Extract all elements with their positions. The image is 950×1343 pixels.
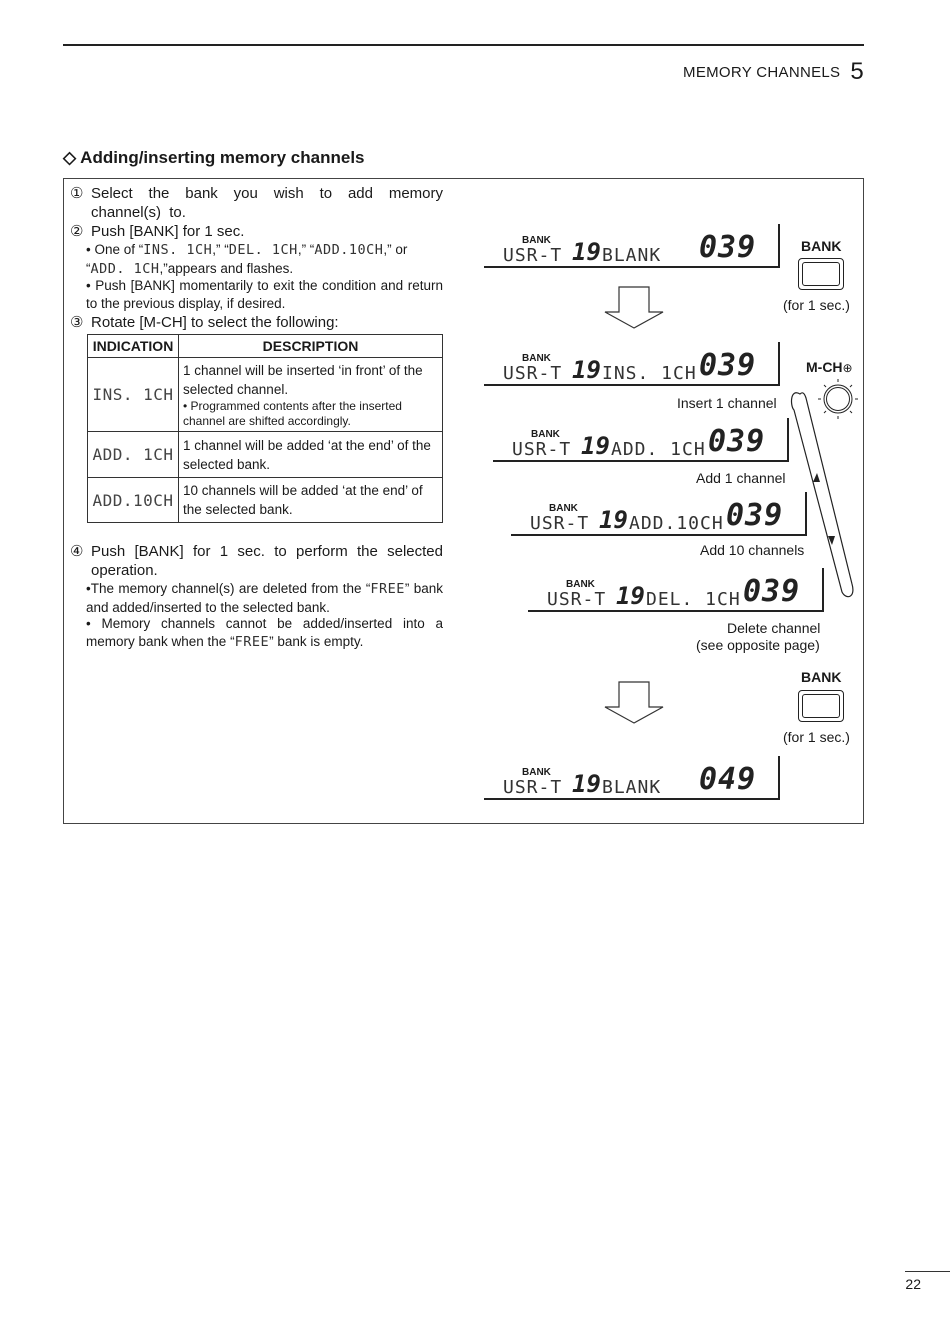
- indication-table: [87, 334, 443, 523]
- bank-button-inner: [802, 694, 840, 718]
- display-user: USR-T: [503, 363, 563, 384]
- display-caption-note: (see opposite page): [696, 637, 820, 653]
- header-section: MEMORY CHANNELS: [683, 64, 841, 81]
- text-span: ,” or “: [86, 242, 408, 276]
- table-row: [88, 358, 443, 432]
- step-2-marker: ②: [70, 223, 84, 240]
- lcd-display: [484, 342, 780, 386]
- display-baseline: [528, 610, 824, 612]
- lcd-display: [484, 756, 780, 800]
- display-edge: [778, 342, 780, 386]
- step-2-bullet-1: [86, 241, 444, 278]
- lcd-code: INS. 1CH: [143, 242, 213, 258]
- display-baseline: [484, 266, 780, 268]
- lcd-display: [484, 224, 780, 268]
- step-2-text: Push [BANK] for 1 sec.: [91, 223, 245, 240]
- step-4-marker: ④: [70, 543, 84, 560]
- lcd-display: [528, 568, 824, 612]
- table-header-description: DESCRIPTION: [179, 335, 443, 358]
- display-mode: ADD. 1CH: [611, 439, 706, 460]
- bank-indicator: BANK: [522, 767, 551, 778]
- display-caption: Insert 1 channel: [677, 395, 777, 411]
- display-mode: BLANK: [602, 777, 662, 798]
- mch-label: [806, 359, 853, 375]
- bank-button-label: BANK: [801, 238, 842, 254]
- header-rule: [63, 44, 864, 46]
- text-span: •The memory channel(s) are deleted from the “: [86, 581, 371, 596]
- display-bank-number: 19: [572, 238, 601, 266]
- bank-indicator: BANK: [522, 353, 551, 364]
- rotation-loop-icon: [786, 386, 856, 602]
- display-bank-number: 19: [572, 356, 601, 384]
- lcd-display: [511, 492, 807, 536]
- display-user: USR-T: [512, 439, 572, 460]
- table-header-indication: INDICATION: [88, 335, 179, 358]
- section-title: ◇ Adding/inserting memory channels: [63, 148, 365, 167]
- step-3-text: Rotate [M-CH] to select the following:: [91, 314, 339, 331]
- step-4-text: Push [BANK] for 1 sec. to perform the selected operation.: [91, 543, 443, 579]
- bank-button-label: BANK: [801, 669, 842, 685]
- mch-text: M-CH: [806, 359, 843, 375]
- display-baseline: [484, 798, 780, 800]
- display-channel: 039: [726, 498, 784, 533]
- display-baseline: [493, 460, 789, 462]
- display-user: USR-T: [503, 777, 563, 798]
- indication-description: [179, 358, 443, 432]
- indication-code: ADD. 1CH: [88, 432, 179, 478]
- lcd-code: ADD.10CH: [314, 242, 384, 258]
- step-4-bullet-1: [86, 580, 443, 616]
- text-span: ,”appears and flashes.: [159, 260, 294, 276]
- down-arrow-icon: [602, 681, 666, 725]
- step-1-text: Select the bank you wish to add memory channel(s) to.: [91, 185, 443, 221]
- text-span: ,” “: [212, 242, 229, 257]
- text-span: ,” “: [297, 242, 315, 257]
- page-number: 22: [905, 1276, 921, 1292]
- display-channel: 039: [743, 574, 801, 609]
- indication-description: 1 channel will be added ‘at the end’ of the selected bank.: [179, 432, 443, 478]
- description-note: • Programmed contents after the inserted channel are shifted accordingly.: [183, 398, 402, 428]
- display-mode: INS. 1CH: [602, 363, 697, 384]
- page-header: [683, 56, 864, 84]
- indication-code: INS. 1CH: [88, 358, 179, 432]
- table-row: [88, 478, 443, 523]
- display-bank-number: 19: [572, 770, 601, 798]
- lcd-code: FREE: [234, 633, 270, 650]
- lcd-display: [493, 418, 789, 462]
- display-channel: 039: [699, 230, 757, 265]
- text-span: • One of “: [86, 242, 144, 257]
- bank-indicator: BANK: [522, 235, 551, 246]
- display-bank-number: 19: [616, 582, 645, 610]
- display-edge: [778, 224, 780, 268]
- lock-symbol-icon: ⊕: [842, 361, 853, 375]
- footer-rule: [905, 1271, 950, 1272]
- indication-code: ADD.10CH: [88, 478, 179, 523]
- bank-hold-note: (for 1 sec.): [783, 729, 850, 745]
- step-2-bullet-2: • Push [BANK] momentarily to exit the condition and return to the previous display, if desired.: [86, 278, 443, 311]
- step-1-marker: ①: [70, 185, 84, 202]
- lcd-code: ADD. 1CH: [90, 260, 160, 277]
- display-channel: 039: [708, 424, 766, 459]
- lcd-code: DEL. 1CH: [228, 242, 298, 258]
- display-user: USR-T: [503, 245, 563, 266]
- display-bank-number: 19: [581, 432, 610, 460]
- display-baseline: [511, 534, 807, 536]
- text-span: ” bank is empty.: [269, 633, 364, 649]
- display-mode: ADD.10CH: [629, 513, 724, 534]
- step-4-bullet-2: [86, 615, 443, 651]
- display-caption: Add 1 channel: [696, 470, 786, 486]
- display-caption: Delete channel: [727, 620, 821, 636]
- bank-button[interactable]: [798, 690, 844, 722]
- bank-indicator: BANK: [531, 429, 560, 440]
- lcd-code: FREE: [370, 581, 405, 597]
- display-edge: [778, 756, 780, 800]
- display-baseline: [484, 384, 780, 386]
- display-mode: DEL. 1CH: [646, 589, 741, 610]
- header-chapter: 5: [850, 58, 864, 85]
- step-3-marker: ③: [70, 314, 84, 331]
- table-header-row: [88, 335, 443, 358]
- bank-button[interactable]: [798, 258, 844, 290]
- bank-hold-note: (for 1 sec.): [783, 297, 850, 313]
- bank-button-inner: [802, 262, 840, 286]
- display-user: USR-T: [547, 589, 607, 610]
- text-span: ” bank and added/inserted to the selected bank.: [86, 581, 444, 615]
- display-user: USR-T: [530, 513, 590, 534]
- description-text: 1 channel will be inserted ‘in front’ of the selected channel.: [183, 362, 423, 397]
- bank-indicator: BANK: [549, 503, 578, 514]
- text-span: • Memory channels cannot be added/inserted into a memory bank when the “: [86, 616, 443, 649]
- display-caption: Add 10 channels: [700, 542, 805, 558]
- display-bank-number: 19: [599, 506, 628, 534]
- display-mode: BLANK: [602, 245, 662, 266]
- display-channel: 039: [699, 348, 757, 383]
- display-channel: 049: [699, 762, 757, 797]
- indication-description: 10 channels will be added ‘at the end’ of the selected bank.: [179, 478, 443, 523]
- bank-indicator: BANK: [566, 579, 595, 590]
- down-arrow-icon: [602, 286, 666, 330]
- table-row: [88, 432, 443, 478]
